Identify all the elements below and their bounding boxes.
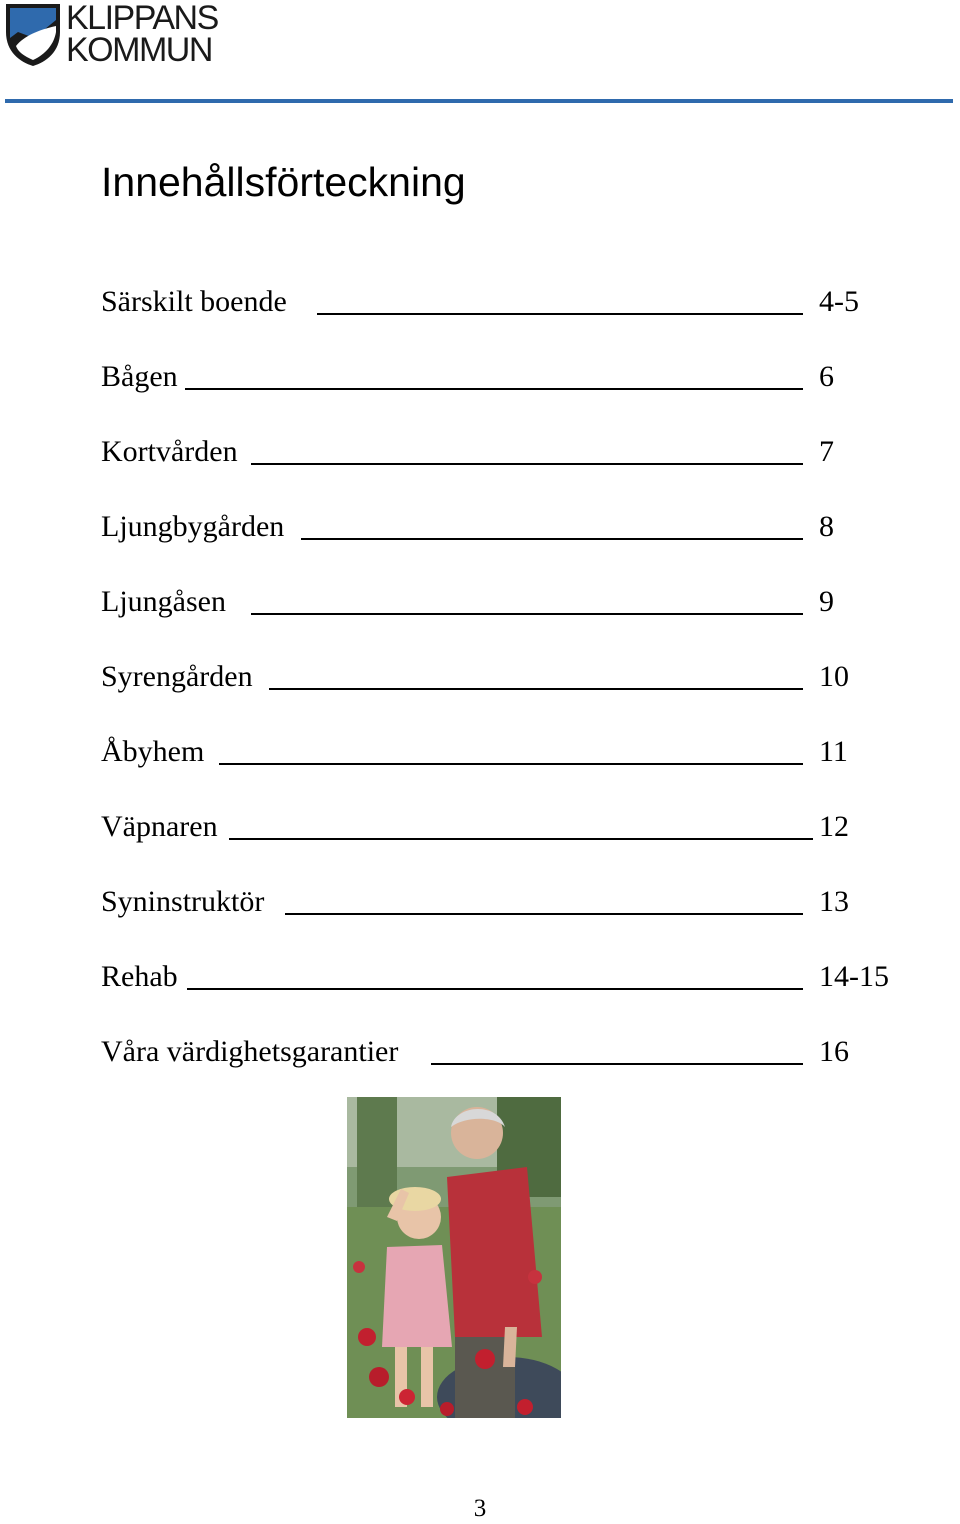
- toc-row[interactable]: [101, 659, 921, 734]
- toc-page: 13: [819, 885, 849, 918]
- toc-row[interactable]: [101, 284, 921, 359]
- page-number: 3: [473, 1495, 487, 1522]
- klippans-kommun-logo: [4, 2, 244, 70]
- toc-row[interactable]: [101, 959, 921, 1034]
- toc-label: Åbyhem: [101, 735, 205, 768]
- toc-label: Syrengården: [101, 660, 253, 693]
- toc-leader: [269, 688, 803, 690]
- logo-line-1: KLIPPANS: [66, 0, 218, 37]
- toc-label: Väpnaren: [101, 810, 218, 843]
- toc-page: 11: [819, 735, 848, 768]
- toc-page: 12: [819, 810, 849, 843]
- logo-line-2: KOMMUN: [66, 31, 212, 69]
- toc-leader: [219, 763, 803, 765]
- toc-label: Bågen: [101, 360, 178, 393]
- elderly-man-and-girl-photo: [347, 1097, 561, 1418]
- toc-page: 6: [819, 360, 834, 393]
- toc-leader: [301, 538, 803, 540]
- toc-row[interactable]: [101, 509, 921, 584]
- page-title: Innehållsförteckning: [101, 159, 466, 205]
- toc-label: Ljungbygården: [101, 510, 285, 543]
- table-of-contents: [101, 284, 921, 1109]
- photo-illustration: [347, 1097, 561, 1418]
- toc-row[interactable]: [101, 584, 921, 659]
- toc-row[interactable]: [101, 734, 921, 809]
- toc-label: Våra värdighetsgarantier: [101, 1035, 399, 1068]
- toc-page: 4-5: [819, 285, 859, 318]
- toc-label: Rehab: [101, 960, 178, 993]
- toc-page: 8: [819, 510, 834, 543]
- toc-page: 7: [819, 435, 834, 468]
- toc-page: 9: [819, 585, 834, 618]
- toc-leader: [251, 463, 803, 465]
- toc-page: 16: [819, 1035, 849, 1068]
- toc-label: Särskilt boende: [101, 285, 287, 318]
- toc-label: Ljungåsen: [101, 585, 226, 618]
- toc-label: Kortvården: [101, 435, 238, 468]
- toc-leader: [229, 838, 813, 840]
- toc-leader: [317, 313, 803, 315]
- toc-page: 10: [819, 660, 849, 693]
- toc-row[interactable]: [101, 809, 921, 884]
- toc-page: 14-15: [819, 960, 889, 993]
- toc-label: Syninstruktör: [101, 885, 265, 918]
- toc-leader: [285, 913, 803, 915]
- logo-wordmark: [66, 0, 218, 69]
- toc-leader: [251, 613, 803, 615]
- toc-leader: [185, 388, 803, 390]
- toc-row[interactable]: [101, 434, 921, 509]
- toc-leader: [431, 1063, 803, 1065]
- toc-leader: [187, 988, 803, 990]
- toc-row[interactable]: [101, 359, 921, 434]
- header-rule: [5, 99, 953, 103]
- municipal-shield-icon: [4, 2, 62, 68]
- toc-row[interactable]: [101, 884, 921, 959]
